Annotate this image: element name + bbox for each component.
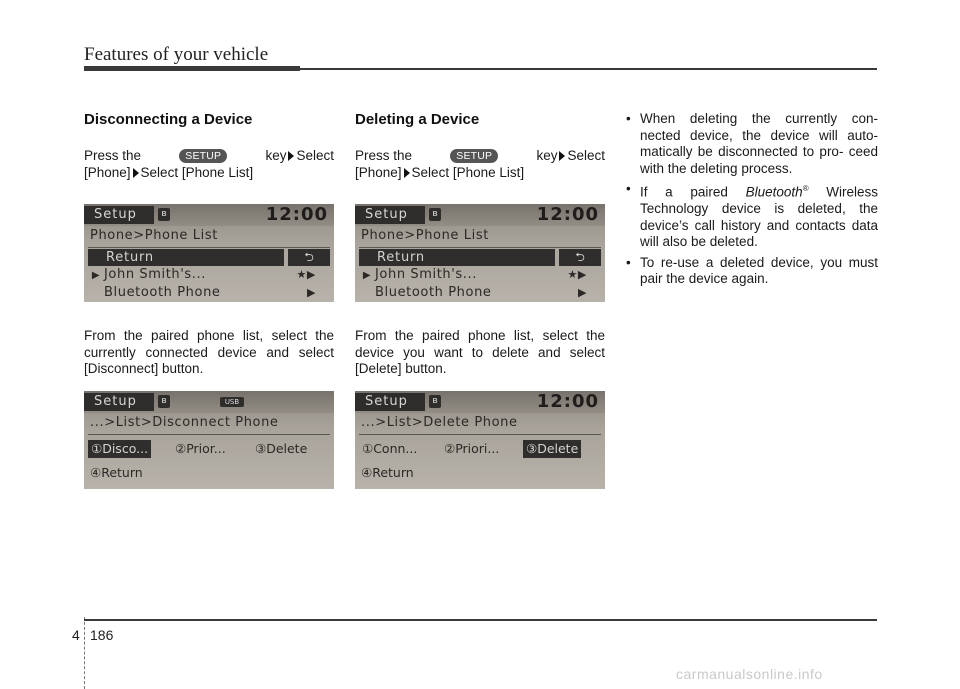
delete-body: From the paired phone list, select the device you want to delete and select [Delete] button. (355, 328, 605, 376)
bullet-dot: • (626, 111, 631, 126)
header-rule-thick (84, 66, 300, 71)
note-item: • If a paired Bluetooth® Wireless Technology device is deleted, the device’s call history and contacts data will also be deleted. (626, 181, 878, 249)
screen-breadcrumb: ...>List>Disconnect Phone (90, 415, 279, 430)
option-delete[interactable]: ③Delete (523, 440, 581, 458)
key-select-text: key Select (265, 148, 334, 163)
header-rule-thin (300, 68, 877, 70)
arrow-right-icon (133, 168, 139, 178)
notes-section (622, 111, 878, 292)
phone-list-screen-2 (355, 204, 605, 302)
setup-key-badge: SETUP (450, 149, 498, 163)
delete-instructions (355, 328, 605, 378)
disconnect-section (84, 111, 334, 181)
screen-breadcrumb: ...>List>Delete Phone (361, 415, 518, 430)
option-return[interactable]: ④Return (361, 465, 414, 480)
note-item: • When deleting the currently con- nected device, the device will auto- matically be disconnected to pro- ceed with the deleting process. (626, 111, 878, 176)
option-delete[interactable]: ③Delete (255, 441, 308, 456)
delete-phone-screen (355, 391, 605, 489)
setup-key-badge: SETUP (179, 149, 227, 163)
screen-clock: 12:00 (265, 204, 328, 225)
arrow-right-icon: ▶ (577, 286, 587, 299)
disconnect-path-line2: [Phone] Select [Phone List] (84, 164, 254, 180)
phone-list-screen-1 (84, 204, 334, 302)
back-icon[interactable]: ⮌ (559, 249, 601, 266)
disconnect-instructions (84, 328, 334, 378)
disconnect-body: From the paired phone list, select the currently connected device and select [Disconnect] button. (84, 328, 334, 376)
screen-bluetooth-phone-row[interactable]: Bluetooth Phone ▶ (104, 285, 316, 300)
screen-setup-label: Setup (84, 393, 154, 411)
option-return[interactable]: ④Return (90, 465, 143, 480)
press-text: Press the (355, 148, 413, 163)
arrow-right-icon: ▶ (306, 286, 316, 299)
delete-section (355, 111, 605, 181)
screen-breadcrumb: Phone>Phone List (90, 228, 218, 243)
option-priority[interactable]: ②Prior... (175, 441, 226, 456)
press-text: Press the (84, 148, 142, 163)
note-item: • To re-use a deleted device, you must pair the device again. (626, 254, 878, 286)
arrow-right-icon: ▶ (91, 270, 101, 281)
arrow-right-icon: ▶ (362, 270, 372, 281)
bullet-dot: • (626, 181, 631, 196)
chapter-number: 4 (72, 627, 80, 643)
arrow-right-icon (288, 151, 294, 161)
disconnect-title: Disconnecting a Device (84, 111, 253, 128)
option-disconnect[interactable]: ①Disco... (88, 440, 151, 458)
delete-title: Deleting a Device (355, 111, 480, 128)
delete-path-line1 (355, 148, 605, 165)
screen-device-row[interactable]: ▶ John Smith's... ★▶ (88, 266, 330, 284)
delete-path-line2: [Phone] Select [Phone List] (355, 164, 525, 180)
screen-return-row[interactable]: Return (88, 249, 284, 266)
screen-device-row[interactable]: ▶ John Smith's... ★▶ (359, 266, 601, 284)
footer-rule (84, 619, 877, 621)
option-connect[interactable]: ①Conn... (362, 441, 418, 456)
screen-return-row[interactable]: Return (359, 249, 555, 266)
key-select-text: key Select (536, 148, 605, 163)
page-number: 186 (90, 627, 114, 643)
watermark: carmanualsonline.info (676, 666, 823, 682)
screen-clock: 12:00 (536, 204, 599, 225)
footer-divider (84, 617, 85, 689)
screen-setup-label: Setup (84, 206, 154, 224)
arrow-right-icon (404, 168, 410, 178)
option-priority[interactable]: ②Priori... (444, 441, 500, 456)
bullet-dot: • (626, 254, 631, 270)
star-icon: ★▶ (567, 268, 587, 281)
back-icon[interactable]: ⮌ (288, 249, 330, 266)
arrow-right-icon (559, 151, 565, 161)
screen-setup-label: Setup (355, 393, 425, 411)
bluetooth-icon: ʙ (429, 395, 441, 408)
page-header-title: Features of your vehicle (84, 44, 269, 65)
notes-list (622, 111, 878, 288)
bluetooth-icon: ʙ (158, 208, 170, 221)
star-icon: ★▶ (296, 268, 316, 281)
bluetooth-icon: ʙ (158, 395, 170, 408)
disconnect-path-line1 (84, 148, 334, 165)
screen-breadcrumb: Phone>Phone List (361, 228, 489, 243)
screen-setup-label: Setup (355, 206, 425, 224)
screen-clock: 12:00 (536, 391, 599, 412)
bluetooth-icon: ʙ (429, 208, 441, 221)
screen-bluetooth-phone-row[interactable]: Bluetooth Phone ▶ (375, 285, 587, 300)
disconnect-phone-screen (84, 391, 334, 489)
usb-icon: USB (220, 397, 244, 407)
